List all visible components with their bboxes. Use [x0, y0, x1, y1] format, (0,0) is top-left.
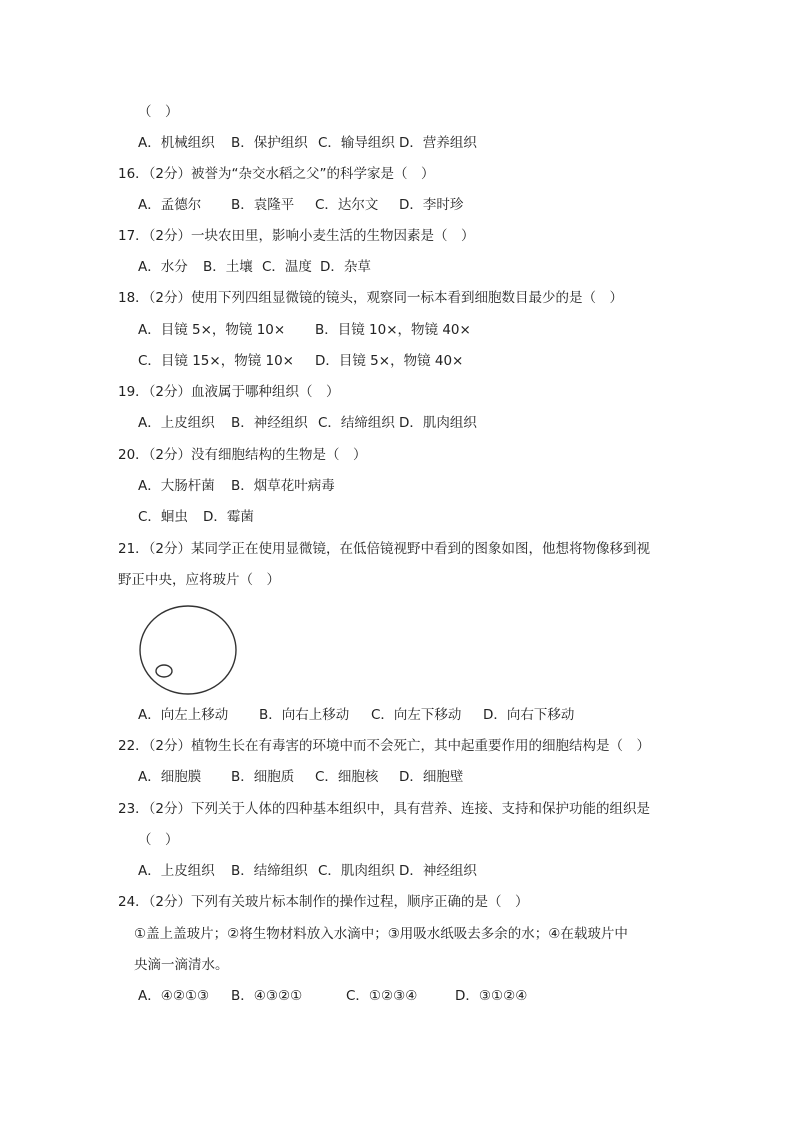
- q15-paren: （ ）: [138, 104, 179, 120]
- q24-option-b: B．④③②①: [231, 988, 303, 1004]
- q22-stem: 22．（2分）植物生长在有毒害的环境中而不会死亡，其中起重要作用的细胞结构是（ ）: [118, 738, 651, 754]
- q15-option-d: D．营养组织: [399, 135, 477, 151]
- q15-option-a: A．机械组织: [138, 135, 215, 151]
- q16-option-c: C．达尔文: [315, 197, 379, 213]
- q21-stem-line-1: 21．（2分）某同学正在使用显微镜，在低倍镜视野中看到的图象如图，他想将物像移到视: [118, 541, 651, 557]
- q22-option-b: B．细胞质: [231, 769, 295, 785]
- q23-stem-line-2: （ ）: [138, 832, 179, 848]
- q17-option-b: B．土壤: [203, 259, 253, 275]
- q20-stem: 20．（2分）没有细胞结构的生物是（ ）: [118, 447, 367, 463]
- q22-option-a: A．细胞膜: [138, 769, 202, 785]
- q24-body-line-1: ①盖上盖玻片；②将生物材料放入水滴中；③用吸水纸吸去多余的水；④在载玻片中: [134, 926, 628, 942]
- q23-option-a: A．上皮组织: [138, 863, 215, 879]
- q24-option-a: A．④②①③: [138, 988, 210, 1004]
- q23-option-b: B．结缔组织: [231, 863, 308, 879]
- microscope-field-figure: [138, 604, 242, 698]
- q21-option-b: B．向右上移动: [259, 707, 350, 723]
- q16-option-a: A．孟德尔: [138, 197, 202, 213]
- q19-option-c: C．结缔组织: [318, 415, 395, 431]
- q24-stem: 24．（2分）下列有关玻片标本制作的操作过程，顺序正确的是（ ）: [118, 894, 529, 910]
- q20-option-b: B．烟草花叶病毒: [231, 478, 335, 494]
- microscope-field-svg: [138, 604, 242, 698]
- q20-option-d: D．霉菌: [203, 509, 254, 525]
- q20-option-c: C．蛔虫: [138, 509, 188, 525]
- field-of-view-circle: [140, 606, 236, 694]
- q19-stem: 19．（2分）血液属于哪种组织（ ）: [118, 384, 340, 400]
- q21-option-a: A．向左上移动: [138, 707, 229, 723]
- q23-option-d: D．神经组织: [399, 863, 477, 879]
- q17-option-d: D．杂草: [320, 259, 371, 275]
- q15-option-c: C．输导组织: [318, 135, 395, 151]
- q24-option-d: D．③①②④: [455, 988, 528, 1004]
- q18-option-d: D．目镜 5×，物镜 40×: [315, 353, 464, 369]
- q17-stem: 17．（2分）一块农田里，影响小麦生活的生物因素是（ ）: [118, 228, 475, 244]
- q24-body-line-2: 央滴一滴清水。: [134, 957, 229, 973]
- q17-option-c: C．温度: [262, 259, 312, 275]
- q21-stem-line-2: 野正中央，应将玻片（ ）: [118, 572, 280, 588]
- q15-option-b: B．保护组织: [231, 135, 308, 151]
- q18-option-b: B．目镜 10×，物镜 40×: [315, 322, 471, 338]
- q16-option-d: D．李时珍: [399, 197, 464, 213]
- q22-option-d: D．细胞壁: [399, 769, 464, 785]
- q19-option-a: A．上皮组织: [138, 415, 215, 431]
- q21-option-d: D．向右下移动: [483, 707, 575, 723]
- q16-stem: 16．（2分）被誉为“杂交水稻之父”的科学家是（ ）: [118, 166, 435, 182]
- q24-option-c: C．①②③④: [346, 988, 418, 1004]
- q22-option-c: C．细胞核: [315, 769, 379, 785]
- q20-option-a: A．大肠杆菌: [138, 478, 215, 494]
- specimen-image-small-circle: [156, 665, 172, 677]
- q21-option-c: C．向左下移动: [371, 707, 462, 723]
- q19-option-b: B．神经组织: [231, 415, 308, 431]
- q23-option-c: C．肌肉组织: [318, 863, 395, 879]
- q19-option-d: D．肌肉组织: [399, 415, 477, 431]
- q16-option-b: B．袁隆平: [231, 197, 295, 213]
- q18-option-c: C．目镜 15×，物镜 10×: [138, 353, 294, 369]
- q18-stem: 18．（2分）使用下列四组显微镜的镜头，观察同一标本看到细胞数目最少的是（ ）: [118, 290, 624, 306]
- q23-stem-line-1: 23．（2分）下列关于人体的四种基本组织中，具有营养、连接、支持和保护功能的组织是: [118, 801, 651, 817]
- q17-option-a: A．水分: [138, 259, 188, 275]
- q18-option-a: A．目镜 5×，物镜 10×: [138, 322, 286, 338]
